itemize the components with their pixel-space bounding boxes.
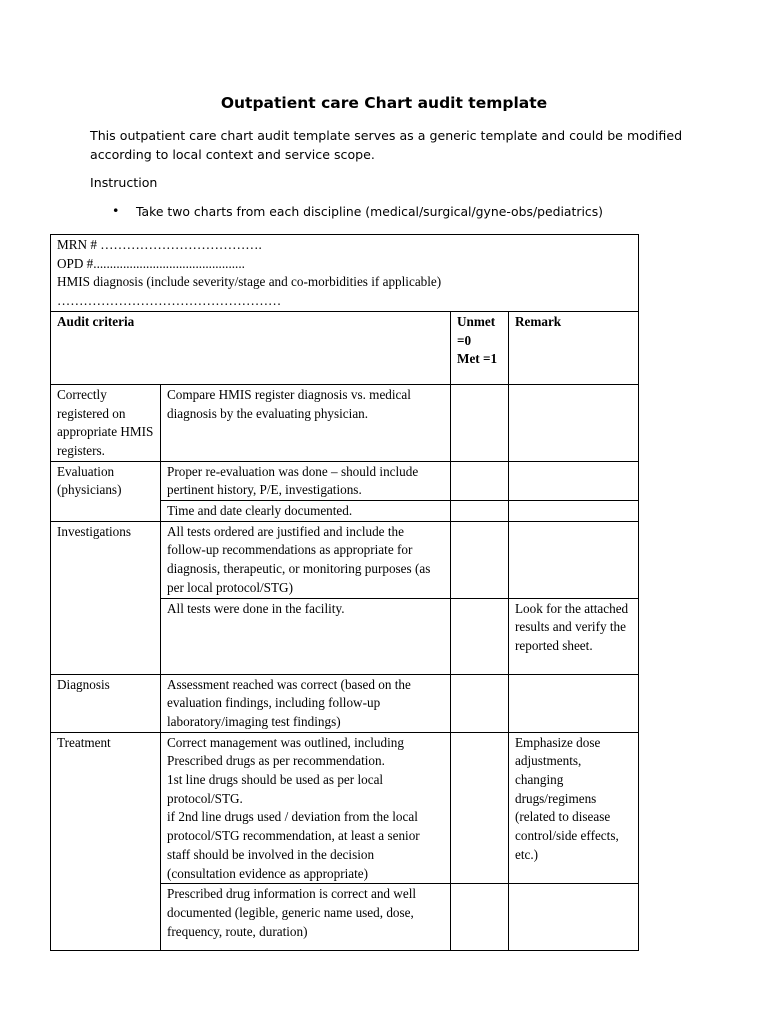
score-cell[interactable]	[451, 501, 509, 522]
category-cell: Treatment	[51, 732, 161, 951]
opd-field: OPD #..............................................	[57, 255, 245, 271]
instruction-label: Instruction	[90, 175, 158, 190]
hmis-diagnosis-dots: ……………………………………………	[57, 293, 282, 309]
table-row	[51, 384, 639, 461]
category-cell: Correctly registered on appropriate HMIS registers.	[51, 384, 161, 461]
treatment-line: Correct management was outlined, including	[167, 734, 404, 750]
category-cell: Evaluation (physicians)	[51, 461, 161, 521]
score-cell[interactable]	[451, 384, 509, 461]
category-cell: Investigations	[51, 521, 161, 674]
mrn-field: MRN # ……………………………….	[57, 237, 262, 252]
remark-cell[interactable]	[509, 884, 639, 951]
remark-cell[interactable]	[509, 521, 639, 598]
score-header-line2: =0	[457, 332, 472, 348]
criterion-cell: All tests ordered are justified and include the follow-up recommendations as appropriate for diagnosis, therapeutic, or monitoring purposes (as per local protocol/STG)	[161, 521, 451, 598]
score-header	[451, 311, 509, 384]
criterion-cell: All tests were done in the facility.	[161, 598, 451, 674]
criterion-cell: Compare HMIS register diagnosis vs. medical diagnosis by the evaluating physician.	[161, 384, 451, 461]
treatment-line: if 2nd line drugs used / deviation from the local protocol/STG recommendation, at least a senior staff should be involved in the decision (consultation evidence as appropriate)	[167, 809, 420, 881]
table-row	[51, 521, 639, 598]
score-cell[interactable]	[451, 674, 509, 732]
criterion-cell	[161, 732, 451, 884]
remark-cell[interactable]	[509, 501, 639, 522]
category-cell: Diagnosis	[51, 674, 161, 732]
score-header-line3: Met =1	[457, 351, 498, 367]
audit-table	[50, 234, 639, 951]
criterion-cell: Assessment reached was correct (based on the evaluation findings, including follow-up laboratory/imaging test findings)	[161, 674, 451, 732]
score-cell[interactable]	[451, 732, 509, 884]
criterion-cell: Prescribed drug information is correct and well documented (legible, generic name used, dose, frequency, route, duration)	[161, 884, 451, 951]
hmis-diagnosis-label: HMIS diagnosis (include severity/stage and co-morbidities if applicable)	[57, 274, 442, 290]
table-row	[51, 461, 639, 500]
document-title: Outpatient care Chart audit template	[220, 94, 548, 112]
score-cell[interactable]	[451, 884, 509, 951]
patient-info-row	[51, 235, 639, 312]
treatment-line: Prescribed drugs as per recommendation.	[167, 753, 385, 769]
remark-cell[interactable]	[509, 674, 639, 732]
score-header-line1: Unmet	[457, 313, 496, 329]
column-header-row	[51, 311, 639, 384]
remark-cell: Look for the attached results and verify the reported sheet.	[509, 598, 639, 674]
remark-cell: Emphasize dose adjustments, changing drugs/regimens (related to disease control/side effects, etc.)	[509, 732, 639, 884]
bullet-icon: •	[112, 203, 120, 218]
remark-cell[interactable]	[509, 461, 639, 500]
audit-criteria-header: Audit criteria	[51, 311, 451, 384]
bullet-text: Take two charts from each discipline (medical/surgical/gyne-obs/pediatrics)	[136, 204, 604, 219]
remark-cell[interactable]	[509, 384, 639, 461]
patient-info-cell	[51, 235, 639, 312]
table-row	[51, 732, 639, 884]
score-cell[interactable]	[451, 461, 509, 500]
criterion-cell: Time and date clearly documented.	[161, 501, 451, 522]
intro-paragraph: This outpatient care chart audit template serves as a generic template and could be modified according to local context and service scope.	[90, 128, 683, 162]
treatment-line: 1st line drugs should be used as per local protocol/STG.	[167, 772, 384, 806]
remark-header: Remark	[509, 311, 639, 384]
score-cell[interactable]	[451, 521, 509, 598]
table-row	[51, 674, 639, 732]
criterion-cell: Proper re-evaluation was done – should include pertinent history, P/E, investigations.	[161, 461, 451, 500]
score-cell[interactable]	[451, 598, 509, 674]
